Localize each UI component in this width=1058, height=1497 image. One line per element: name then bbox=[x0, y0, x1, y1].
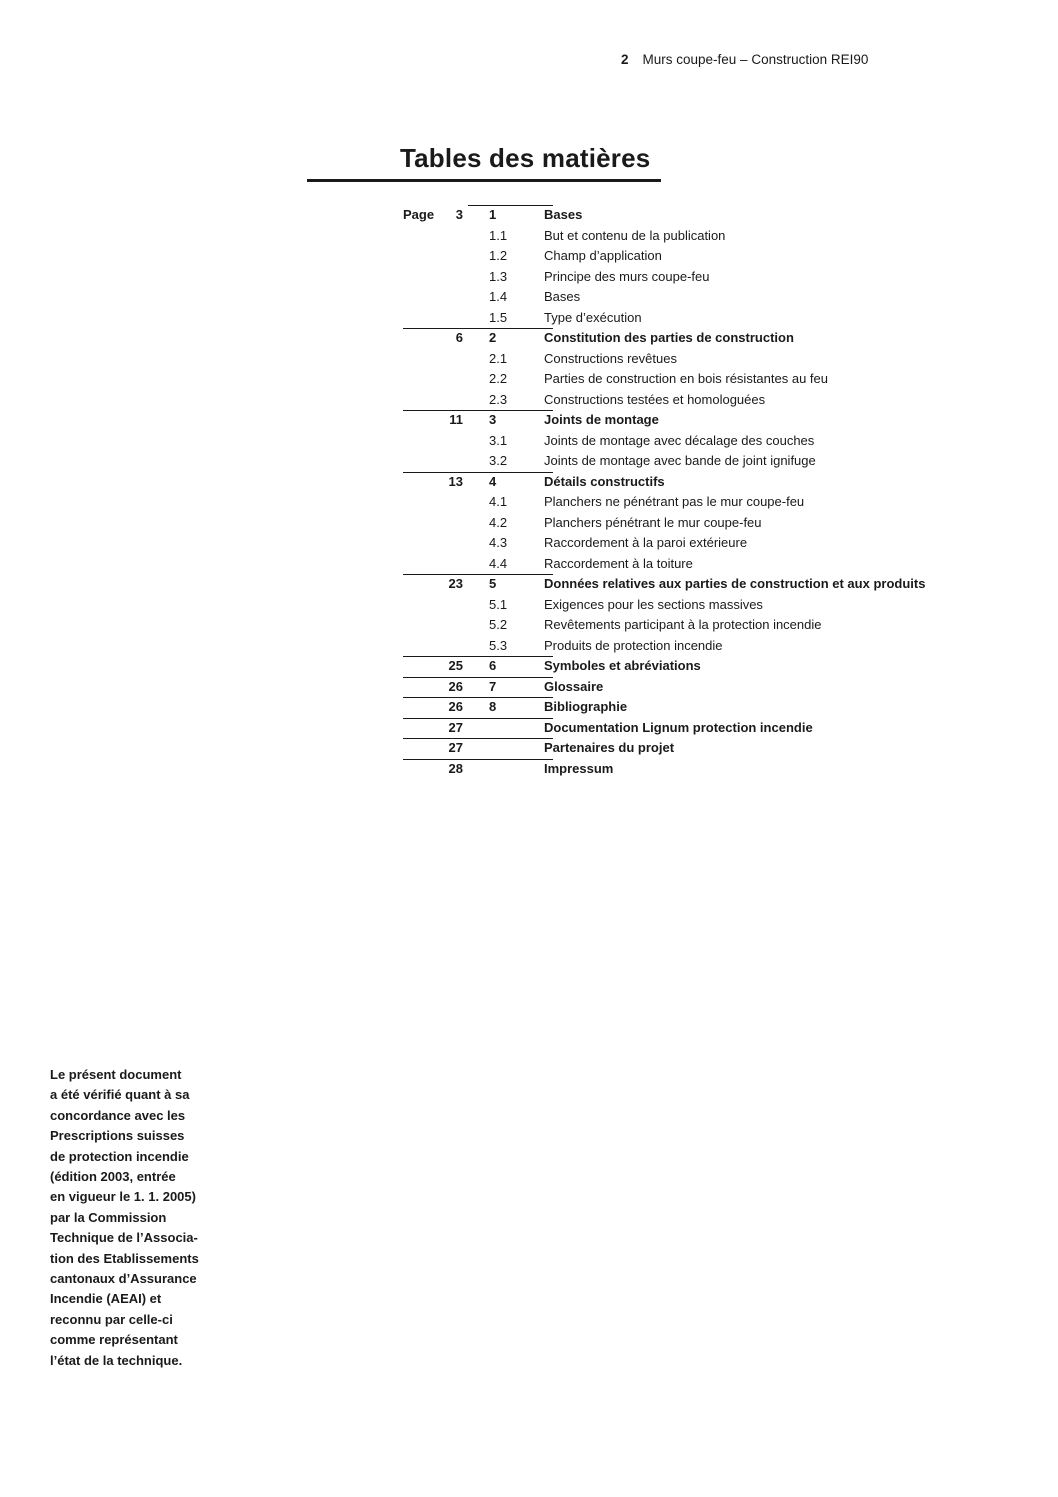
toc-section-number: 7 bbox=[489, 678, 497, 694]
certification-note-line: en vigueur le 1. 1. 2005) bbox=[50, 1189, 196, 1205]
toc-section-row bbox=[403, 533, 963, 554]
toc-section-number: 4.3 bbox=[489, 535, 508, 550]
toc-section-row bbox=[403, 615, 963, 636]
toc-section-number: 1 bbox=[489, 207, 497, 222]
toc-entry-title: Constructions testées et homologuées bbox=[544, 391, 766, 407]
toc-section-number: 2 bbox=[489, 330, 497, 345]
toc-entry-title: Données relatives aux parties de construction et aux produits bbox=[544, 576, 926, 591]
toc-chapter-row bbox=[403, 574, 963, 595]
toc-chapter-row bbox=[403, 472, 963, 493]
certification-note-line: a été vérifié quant à sa bbox=[50, 1087, 190, 1103]
toc-page-number: 26 bbox=[448, 699, 463, 714]
toc-page-number: 6 bbox=[455, 330, 463, 345]
certification-note-line: Technique de l’Associa- bbox=[50, 1230, 198, 1246]
toc-section-number: 2.3 bbox=[489, 391, 508, 407]
toc-page-label: Page bbox=[403, 207, 435, 222]
toc-page-number: 28 bbox=[448, 760, 463, 776]
toc-section-number: 5.2 bbox=[489, 617, 508, 632]
toc-section-number: 1.4 bbox=[489, 289, 508, 304]
toc-chapter-row bbox=[403, 205, 963, 226]
toc-section-number: 5.3 bbox=[489, 637, 508, 653]
toc-chapter-row bbox=[403, 410, 963, 431]
toc-entry-title: Bases bbox=[544, 207, 583, 222]
certification-note bbox=[50, 1065, 230, 1371]
toc-entry-title: Joints de montage bbox=[544, 412, 659, 427]
toc-entry-title: Exigences pour les sections massives bbox=[544, 596, 763, 612]
toc-entry-title: Principe des murs coupe-feu bbox=[544, 268, 710, 284]
toc-section-row bbox=[403, 267, 963, 288]
toc-section-row bbox=[403, 431, 963, 452]
toc-chapter-row bbox=[403, 738, 963, 759]
toc-section-number: 5.1 bbox=[489, 596, 508, 612]
running-header bbox=[621, 52, 868, 67]
certification-note-line: de protection incendie bbox=[50, 1148, 189, 1164]
toc-section-number: 8 bbox=[489, 699, 497, 714]
toc-chapter-row bbox=[403, 759, 963, 780]
toc-section-row bbox=[403, 246, 963, 267]
toc-entry-title: Détails constructifs bbox=[544, 473, 665, 489]
certification-note-line: Le présent document bbox=[50, 1067, 182, 1082]
toc-entry-title: Parties de construction en bois résistantes au feu bbox=[544, 371, 828, 386]
toc-entry-title: Type d’exécution bbox=[544, 309, 642, 325]
toc-entry-title: Revêtements participant à la protection incendie bbox=[544, 617, 822, 632]
table-of-contents bbox=[403, 205, 963, 779]
certification-note-line: comme représentant bbox=[50, 1332, 178, 1348]
certification-note-line: l’état de la technique. bbox=[50, 1352, 183, 1368]
toc-chapter-row bbox=[403, 328, 963, 349]
certification-note-line: tion des Etablissements bbox=[50, 1250, 199, 1266]
toc-chapter-row bbox=[403, 697, 963, 718]
toc-entry-title: Bases bbox=[544, 289, 581, 304]
toc-page-number: 3 bbox=[455, 207, 463, 222]
certification-note-line: cantonaux d’Assurance bbox=[50, 1271, 197, 1287]
toc-section-row bbox=[403, 513, 963, 534]
toc-section-number: 1.1 bbox=[489, 227, 508, 243]
toc-section-row bbox=[403, 451, 963, 472]
toc-section-number: 1.5 bbox=[489, 309, 508, 325]
toc-entry-title: Champ d’application bbox=[544, 248, 662, 263]
title-underline bbox=[307, 179, 661, 182]
certification-note-line: reconnu par celle-ci bbox=[50, 1311, 173, 1327]
toc-entry-title: Joints de montage avec bande de joint ignifuge bbox=[544, 453, 816, 468]
toc-entry-title: Impressum bbox=[544, 760, 614, 776]
toc-entry-title: Constitution des parties de construction bbox=[544, 330, 794, 345]
toc-entry-title: Planchers pénétrant le mur coupe-feu bbox=[544, 514, 762, 530]
certification-note-line: concordance avec les bbox=[50, 1107, 186, 1123]
toc-section-number: 5 bbox=[489, 576, 497, 591]
toc-section-row bbox=[403, 287, 963, 308]
toc-entry-title: But et contenu de la publication bbox=[544, 227, 726, 243]
toc-entry-title: Joints de montage avec décalage des couches bbox=[544, 432, 815, 448]
toc-page-number: 27 bbox=[448, 740, 463, 755]
toc-page-number: 26 bbox=[448, 678, 463, 694]
toc-section-row bbox=[403, 554, 963, 575]
toc-top-rule bbox=[468, 205, 553, 206]
toc-entry-title: Planchers ne pénétrant pas le mur coupe-feu bbox=[544, 494, 805, 509]
toc-page-number: 13 bbox=[448, 473, 463, 489]
toc-section-number: 4.4 bbox=[489, 555, 508, 571]
toc-chapter-row bbox=[403, 677, 963, 698]
toc-section-row bbox=[403, 636, 963, 657]
toc-entry-title: Bibliographie bbox=[544, 699, 628, 714]
toc-chapter-row bbox=[403, 656, 963, 677]
certification-note-line: Incendie (AEAI) et bbox=[50, 1291, 162, 1307]
toc-entry-title: Constructions revêtues bbox=[544, 350, 677, 366]
toc-section-number: 6 bbox=[489, 658, 497, 673]
toc-section-number: 3.2 bbox=[489, 453, 508, 468]
toc-entry-title: Glossaire bbox=[544, 678, 604, 694]
toc-section-number: 2.1 bbox=[489, 350, 508, 366]
toc-section-row bbox=[403, 492, 963, 513]
toc-page-number: 11 bbox=[449, 412, 463, 427]
toc-page-number: 25 bbox=[448, 658, 463, 673]
toc-title: Tables des matières bbox=[400, 143, 651, 173]
toc-section-number: 4.1 bbox=[489, 494, 508, 509]
toc-chapter-row bbox=[403, 718, 963, 739]
toc-section-number: 3.1 bbox=[489, 432, 508, 448]
toc-section-number: 4.2 bbox=[489, 514, 508, 530]
toc-entry-title: Documentation Lignum protection incendie bbox=[544, 719, 813, 735]
toc-section-row bbox=[403, 226, 963, 247]
certification-note-line: Prescriptions suisses bbox=[50, 1128, 185, 1144]
running-title: Murs coupe-feu – Construction REI90 bbox=[642, 52, 869, 67]
toc-section-row bbox=[403, 349, 963, 370]
toc-page-number: 23 bbox=[448, 576, 463, 591]
toc-section-row bbox=[403, 390, 963, 411]
toc-page-number: 27 bbox=[448, 719, 463, 735]
toc-section-number: 2.2 bbox=[489, 371, 508, 386]
toc-entry-title: Raccordement à la toiture bbox=[544, 555, 693, 571]
toc-entry-title: Produits de protection incendie bbox=[544, 637, 723, 653]
toc-entry-title: Raccordement à la paroi extérieure bbox=[544, 535, 748, 550]
toc-section-number: 3 bbox=[489, 412, 497, 427]
toc-section-row bbox=[403, 308, 963, 329]
toc-section-row bbox=[403, 595, 963, 616]
toc-section-row bbox=[403, 369, 963, 390]
toc-section-number: 1.2 bbox=[489, 248, 508, 263]
certification-note-line: (édition 2003, entrée bbox=[50, 1169, 176, 1185]
page-number: 2 bbox=[621, 52, 629, 67]
toc-section-number: 4 bbox=[489, 473, 497, 489]
toc-entry-title: Partenaires du projet bbox=[544, 740, 675, 755]
toc-entry-title: Symboles et abréviations bbox=[544, 658, 701, 673]
certification-note-line: par la Commission bbox=[50, 1209, 167, 1225]
toc-section-number: 1.3 bbox=[489, 268, 508, 284]
